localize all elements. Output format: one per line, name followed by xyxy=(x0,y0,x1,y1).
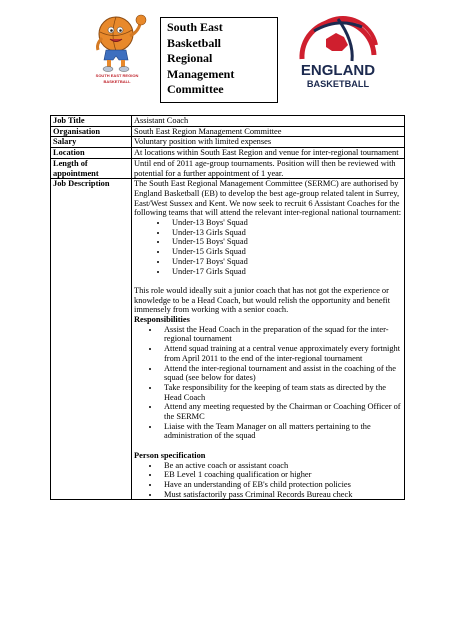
value-length-of-appointment: Until end of 2011 age-group tournaments. Position will then be reviewed with potential for a further appointment of 1 year. xyxy=(132,158,405,178)
list-item: • Attend squad training at a central venue approximately every fortnight from April 2011 to the end of the inter-regional tournament xyxy=(160,344,402,363)
suitability-paragraph: This role would ideally suit a junior coach that has not got the experience or knowledge to be a Head Coach, but would relish the opportunity and benefit immensely from working with a senior coach. xyxy=(134,285,391,315)
label-salary: Salary xyxy=(51,137,132,148)
logo-caption-region: SOUTH EAST REGION xyxy=(95,73,139,78)
title-line-3: Regional xyxy=(167,51,213,65)
table-row xyxy=(51,179,405,500)
table-row xyxy=(51,148,405,159)
document-title-box xyxy=(160,17,278,103)
person-spec-list xyxy=(134,461,402,500)
label-job-description: Job Description xyxy=(51,179,132,500)
label-length-of-appointment: Length of appointment xyxy=(51,158,132,178)
table-row xyxy=(51,116,405,127)
label-location: Location xyxy=(51,148,132,159)
list-item: • Under-17 Girls Squad xyxy=(168,267,402,277)
spacer xyxy=(134,276,402,286)
list-item: • Must satisfactorily pass Criminal Records Bureau check xyxy=(160,490,402,500)
value-location: At locations within South East Region and venue for inter-regional tournament xyxy=(132,148,405,159)
label-organisation: Organisation xyxy=(51,126,132,137)
south-east-region-logo xyxy=(86,10,148,88)
value-job-title: Assistant Coach xyxy=(132,116,405,127)
list-item: • Take responsibility for the keeping of team stats as directed by the Head Coach xyxy=(160,383,402,402)
logo-caption-basketball: BASKETBALL xyxy=(103,79,131,84)
table-row xyxy=(51,137,405,148)
job-description-intro: The South East Regional Management Committee (SERMC) are authorised by England Basketball (EB) to develop the best age-group related talent in Surrey, East/West Sussex and Kent. We now seek to recruit 6 Assistant Coaches for the following teams that will attend the relevant inter-regional national tournament: xyxy=(134,179,402,218)
list-item: • Liaise with the Team Manager on all matters pertaining to the administration of the squad xyxy=(160,422,402,441)
england-basketball-logo xyxy=(292,11,384,107)
list-item: • Attend the inter-regional tournament and assist in the coaching of the squad (see below for dates) xyxy=(160,364,402,383)
list-item: • Under-13 Boys' Squad xyxy=(168,218,402,228)
team-list xyxy=(134,218,402,276)
title-line-4: Management xyxy=(167,66,235,81)
list-item: • Be an active coach or assistant coach xyxy=(160,461,402,471)
spacer xyxy=(134,441,402,451)
list-item: • EB Level 1 coaching qualification or higher xyxy=(160,470,402,480)
list-item: • Attend any meeting requested by the Chairman or Coaching Officer of the SERMC xyxy=(160,402,402,421)
england-basketball-logo-icon xyxy=(292,11,384,107)
title-line-1: South East xyxy=(167,20,223,34)
list-item: • Have an understanding of EB's child protection policies xyxy=(160,480,402,490)
table-row xyxy=(51,158,405,178)
value-job-description xyxy=(132,179,405,500)
basketball-mascot-icon xyxy=(86,10,148,74)
value-organisation: South East Region Management Committee xyxy=(132,126,405,137)
logo-text-england: ENGLAND xyxy=(300,62,376,79)
list-item: • Under-15 Girls Squad xyxy=(168,247,402,257)
responsibilities-heading: Responsibilities xyxy=(134,315,190,325)
table-row xyxy=(51,126,405,137)
person-spec-heading: Person specification xyxy=(134,450,206,460)
list-item: • Under-13 Girls Squad xyxy=(168,228,402,238)
title-line-2: Basketball xyxy=(167,35,222,50)
job-details-table xyxy=(50,115,405,500)
list-item: • Assist the Head Coach in the preparation of the squad for the inter-regional tournament xyxy=(160,325,402,344)
list-item: • Under-15 Boys' Squad xyxy=(168,237,402,247)
label-job-title: Job Title xyxy=(51,116,132,127)
logo-text-basketball: BASKETBALL xyxy=(306,79,370,89)
title-line-5: Committee xyxy=(167,82,224,96)
value-salary: Voluntary position with limited expenses xyxy=(132,137,405,148)
responsibilities-list xyxy=(134,325,402,441)
list-item: • Under-17 Boys' Squad xyxy=(168,257,402,267)
